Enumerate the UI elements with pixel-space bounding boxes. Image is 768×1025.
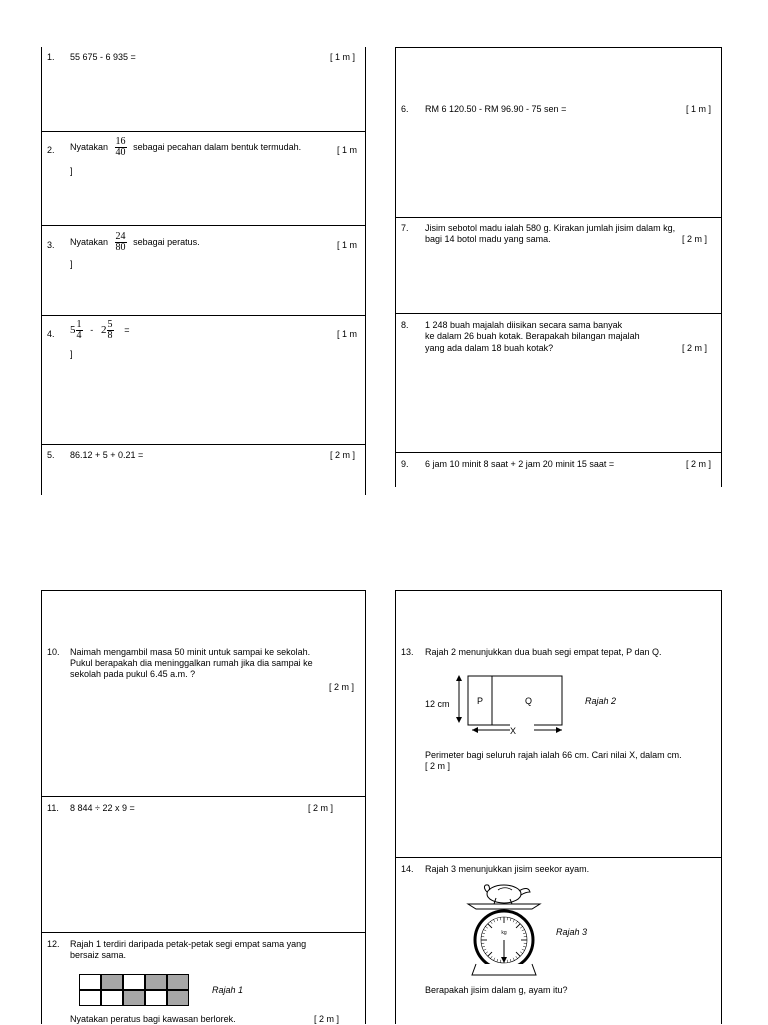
grid-cell-shaded	[101, 974, 123, 990]
marks: [ 2 m ]	[425, 761, 450, 772]
marks: [ 2 m ]	[686, 459, 711, 469]
divider	[41, 444, 366, 445]
question-number: 14.	[401, 864, 414, 874]
question-text: 86.12 + 5 + 0.21 =	[70, 450, 143, 461]
question-number: 9.	[401, 459, 409, 469]
grid-cell	[123, 974, 145, 990]
denominator: 40	[115, 148, 127, 158]
panel-d-left-border	[395, 590, 396, 1024]
question-number: 2.	[47, 145, 55, 155]
question-number: 7.	[401, 223, 409, 233]
question-text-pre: Nyatakan	[70, 142, 108, 152]
question-text-line: Jisim sebotol madu ialah 580 g. Kirakan jumlah jisim dalam kg,	[425, 223, 675, 234]
grid-cell-shaded	[167, 974, 189, 990]
numerator: 16	[115, 137, 127, 148]
whole-number: 2	[101, 324, 107, 336]
question-number: 11.	[47, 803, 59, 813]
denominator: 80	[115, 243, 127, 253]
fraction	[107, 320, 114, 341]
question-text: 6 jam 10 minit 8 saat + 2 jam 20 minit 15 saat =	[425, 459, 614, 470]
marks: [ 2 m ]	[330, 450, 355, 460]
grid-cell-shaded	[145, 974, 167, 990]
question-text-line: bersaiz sama.	[70, 950, 126, 961]
scale-pan	[468, 904, 540, 909]
arrow-down-icon	[456, 717, 462, 723]
question-text: 55 675 - 6 935 =	[70, 52, 136, 63]
height-label: 12 cm	[425, 699, 450, 710]
divider	[41, 315, 366, 316]
divider	[395, 217, 722, 218]
scale-base	[472, 964, 536, 975]
panel-a-right-border	[365, 47, 366, 495]
marks: [ 2 m ]	[329, 682, 354, 692]
panel-c-left-border	[41, 590, 42, 1024]
panel-d-top-border	[395, 590, 722, 591]
question-text: Rajah 2 menunjukkan dua buah segi empat tepat, P dan Q.	[425, 647, 662, 658]
question-number: 6.	[401, 104, 409, 114]
scale-unit: kg	[501, 930, 507, 936]
question-number: 12.	[47, 939, 60, 949]
question-text: Rajah 3 menunjukkan jisim seekor ayam.	[425, 864, 589, 875]
question-text-line: 1 248 buah majalah diisikan secara sama banyak	[425, 320, 622, 331]
chicken-icon	[484, 885, 530, 904]
fraction	[76, 320, 83, 341]
question-number: 4.	[47, 329, 55, 339]
question-text-line: Naimah mengambil masa 50 minit untuk sampai ke sekolah.	[70, 647, 310, 658]
x-label: X	[510, 726, 516, 737]
arrow-up-icon	[456, 675, 462, 681]
question-number: 3.	[47, 240, 55, 250]
question-number: 13.	[401, 647, 414, 657]
denominator: 8	[107, 331, 114, 341]
operator: -	[90, 325, 93, 335]
question-text	[70, 137, 301, 158]
rectangle-q-label: Q	[525, 696, 532, 707]
divider	[41, 796, 366, 797]
marks-bracket: ]	[70, 349, 73, 359]
panel-b-top-border	[395, 47, 722, 48]
numerator: 1	[76, 320, 83, 331]
rectangle-p-label: P	[477, 696, 483, 707]
numerator: 5	[107, 320, 114, 331]
marks-bracket: ]	[70, 166, 73, 176]
question-text: RM 6 120.50 - RM 96.90 - 75 sen =	[425, 104, 566, 115]
marks: [ 1 m	[337, 145, 357, 155]
numerator: 24	[115, 232, 127, 243]
marks: [ 2 m ]	[682, 343, 707, 353]
grid-cell-shaded	[167, 990, 189, 1006]
question-number: 8.	[401, 320, 409, 330]
figure-label: Rajah 2	[585, 696, 616, 707]
question-number: 10.	[47, 647, 60, 657]
question-text-line: Perimeter bagi seluruh rajah ialah 66 cm. Cari nilai X, dalam cm.	[425, 750, 682, 761]
figure-label: Rajah 1	[212, 985, 243, 996]
question-number: 5.	[47, 450, 55, 460]
question-text-line: ke dalam 26 buah kotak. Berapakah bilangan majalah	[425, 331, 640, 342]
rajah-1-grid	[79, 974, 191, 1007]
marks: [ 1 m ]	[686, 104, 711, 114]
grid-cell	[145, 990, 167, 1006]
rajah-3-weighing-scale	[462, 878, 546, 978]
marks: [ 2 m ]	[314, 1014, 339, 1024]
question-text: Berapakah jisim dalam g, ayam itu?	[425, 985, 568, 996]
divider	[395, 313, 722, 314]
arrow-right-icon	[556, 727, 562, 733]
panel-b-left-border	[395, 47, 396, 487]
panel-c-right-border	[365, 590, 366, 1024]
question-text-pre: Nyatakan	[70, 237, 108, 247]
divider	[41, 131, 366, 132]
figure-label: Rajah 3	[556, 927, 587, 938]
question-text-line: bagi 14 botol madu yang sama.	[425, 234, 551, 245]
fraction	[115, 232, 127, 253]
question-text-line: yang ada dalam 18 buah kotak?	[425, 343, 553, 354]
arrow-left-icon	[472, 727, 478, 733]
marks: [ 1 m ]	[330, 52, 355, 62]
panel-b-right-border	[721, 47, 722, 487]
divider	[395, 857, 722, 858]
question-text-line: Nyatakan peratus bagi kawasan berlorek.	[70, 1014, 236, 1025]
denominator: 4	[76, 331, 83, 341]
panel-a-left-border	[41, 47, 42, 495]
question-text-line: Pukul berapakah dia meninggalkan rumah jika dia sampai ke	[70, 658, 313, 669]
question-text	[70, 232, 200, 253]
question-text-line: Rajah 1 terdiri daripada petak-petak segi empat sama yang	[70, 939, 306, 950]
grid-cell	[101, 990, 123, 1006]
marks: [ 2 m ]	[308, 803, 333, 813]
grid-cell	[79, 974, 101, 990]
marks-bracket: ]	[70, 259, 73, 269]
panel-d-right-border	[721, 590, 722, 1024]
marks: [ 1 m	[337, 240, 357, 250]
grid-cell	[79, 990, 101, 1006]
mixed-number-expression	[70, 320, 130, 341]
marks: [ 1 m	[337, 329, 357, 339]
question-number: 1.	[47, 52, 55, 62]
fraction	[115, 137, 127, 158]
divider	[41, 932, 366, 933]
question-text-post: sebagai pecahan dalam bentuk termudah.	[133, 142, 301, 152]
panel-c-top-border	[41, 590, 366, 591]
question-text-post: sebagai peratus.	[133, 237, 200, 247]
equals-sign: =	[124, 325, 129, 335]
divider	[395, 452, 722, 453]
marks: [ 2 m ]	[682, 234, 707, 244]
whole-number: 5	[70, 324, 76, 336]
divider	[41, 225, 366, 226]
question-text: 8 844 ÷ 22 x 9 =	[70, 803, 135, 814]
grid-cell-shaded	[123, 990, 145, 1006]
question-text-line: sekolah pada pukul 6.45 a.m. ?	[70, 669, 195, 680]
